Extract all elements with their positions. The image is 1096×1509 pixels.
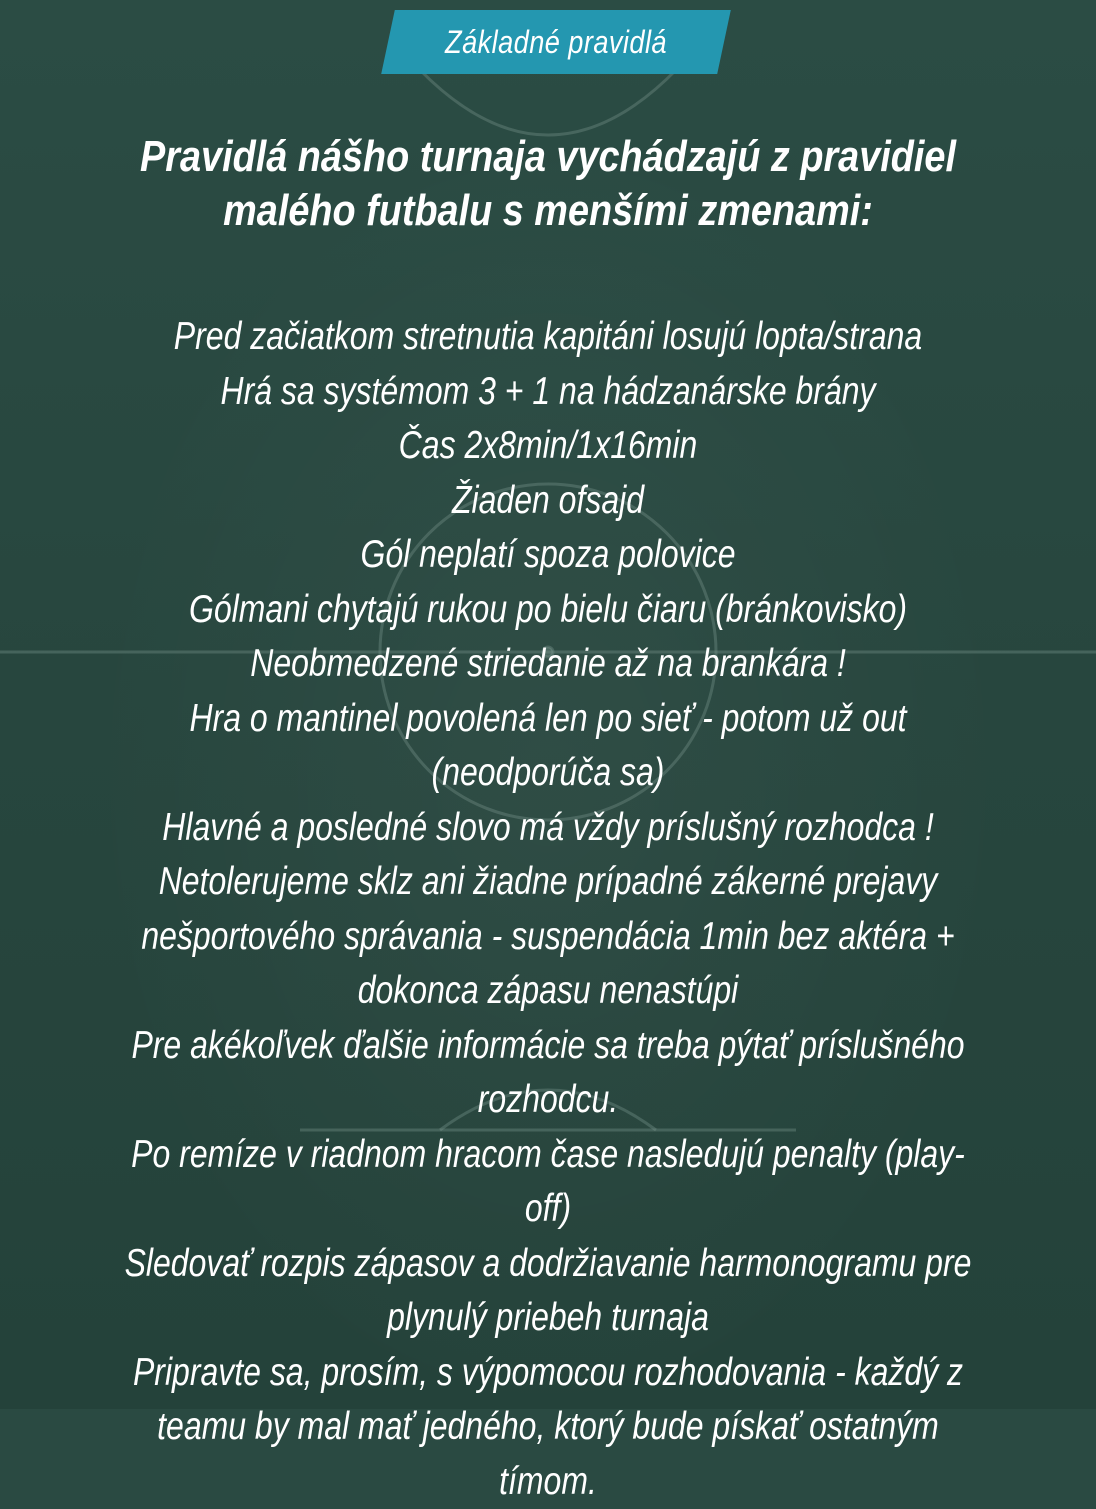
page-title: Základné pravidlá: [413, 10, 699, 74]
rule-item: Pred začiatkom stretnutia kapitáni losujú lopta/strana: [123, 310, 973, 365]
rule-item: Netolerujeme sklz ani žiadne prípadné zákerné prejavy nešportového správania - suspendácia 1min bez aktéra + dokonca zápasu nenastúpi: [123, 855, 973, 1019]
rule-item: Sledovať rozpis zápasov a dodržiavanie harmonogramu pre plynulý priebeh turnaja: [123, 1237, 973, 1346]
rule-item: Po remíze v riadnom hracom čase nasledujú penalty (play-off): [123, 1128, 973, 1237]
rule-item: Gólmani chytajú rukou po bielu čiaru (bránkovisko): [123, 583, 973, 638]
rule-item: Pripravte sa, prosím, s výpomocou rozhodovania - každý z teamu by mal mať jedného, ktorý bude pískať ostatným tímom.: [123, 1346, 973, 1509]
intro-text: Pravidlá nášho turnaja vychádzajú z pravidiel malého futbalu s menšími zmenami:: [111, 130, 985, 238]
rule-item: Neobmedzené striedanie až na brankára !: [123, 637, 973, 692]
rule-item: Hlavné a posledné slovo má vždy príslušný rozhodca !: [123, 801, 973, 856]
rule-item: Hrá sa systémom 3 + 1 na hádzanárske brány: [123, 365, 973, 420]
rule-item: Čas 2x8min/1x16min: [123, 419, 973, 474]
rules-list: [123, 310, 973, 1509]
rule-item: Pre akékoľvek ďalšie informácie sa treba pýtať príslušného rozhodcu.: [123, 1019, 973, 1128]
rule-item: Hra o mantinel povolená len po sieť - potom už out (neodporúča sa): [123, 692, 973, 801]
pitch-top-penalty-arc: [420, 70, 676, 135]
rule-item: Gól neplatí spoza polovice: [123, 528, 973, 583]
rule-item: Žiaden ofsajd: [123, 474, 973, 529]
